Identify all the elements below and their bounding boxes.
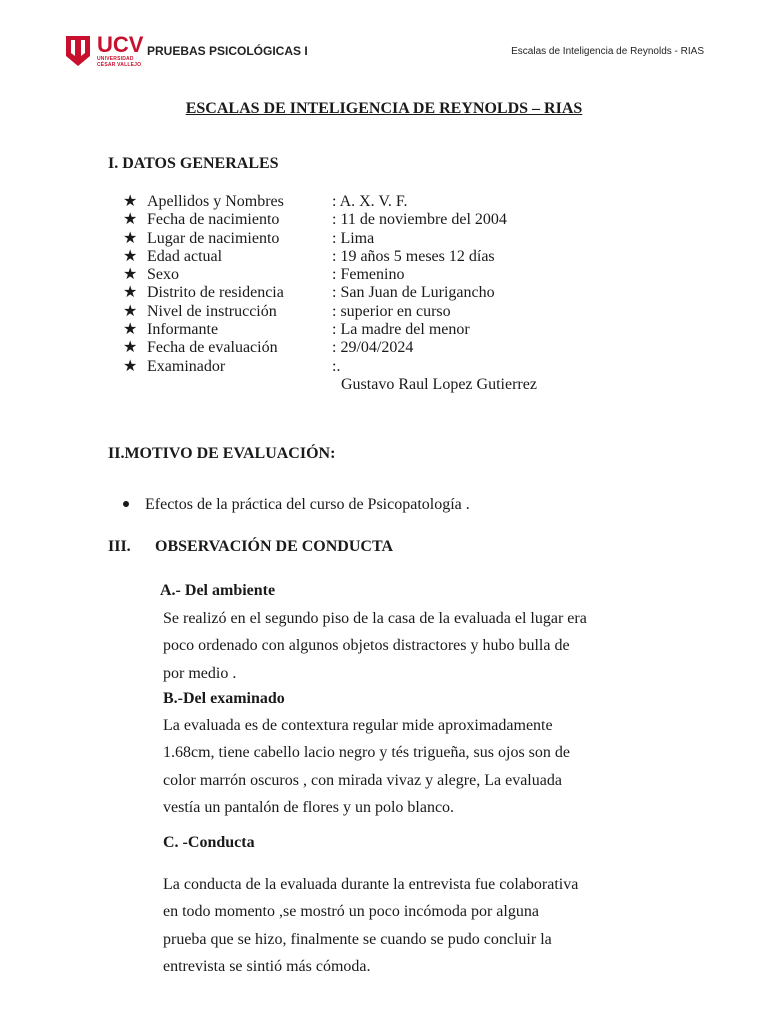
dato-label: Edad actual	[147, 247, 223, 265]
dato-value: : 19 años 5 meses 12 días	[332, 247, 495, 265]
document-title: ESCALAS DE INTELIGENCIA DE REYNOLDS – RIAS	[185, 100, 583, 117]
test-name: Escalas de Inteligencia de Reynolds - RIAS	[511, 46, 704, 57]
paragraph-line: La conducta de la evaluada durante la entrevista fue colaborativa	[163, 876, 579, 893]
dato-label: Examinador	[147, 357, 226, 375]
section-observacion-heading: OBSERVACIÓN DE CONDUCTA	[155, 538, 393, 555]
dato-value: : 11 de noviembre del 2004	[332, 211, 507, 229]
paragraph-line: en todo momento ,se mostró un poco incómoda por alguna	[163, 903, 539, 921]
subsection-conducta-title: C. -Conducta	[163, 834, 255, 851]
dato-value: : A. X. V. F.	[332, 193, 408, 210]
star-icon: ★	[123, 247, 138, 265]
dato-label: Distrito de residencia	[147, 284, 284, 302]
examinador-name: Gustavo Raul Lopez Gutierrez	[341, 375, 537, 393]
paragraph-line: entrevista se sintió más cómoda.	[163, 957, 371, 975]
section-motivo-heading: II.MOTIVO DE EVALUACIÓN:	[108, 445, 336, 462]
subsection-ambiente-title: A.- Del ambiente	[160, 582, 276, 599]
course-name: PRUEBAS PSICOLÓGICAS I	[147, 44, 308, 58]
section-observacion-heading-number: III.	[108, 538, 131, 555]
ucv-logo	[64, 34, 144, 70]
motivo-bullet-item	[123, 496, 470, 514]
dato-label: Informante	[147, 321, 219, 339]
ucv-shield-icon	[64, 34, 92, 68]
star-icon: ★	[123, 266, 138, 284]
star-icon: ★	[123, 302, 138, 320]
logo-subtitle-1: UNIVERSIDAD	[97, 56, 134, 62]
bullet-icon	[123, 501, 129, 507]
logo-brand: UCV	[97, 32, 144, 57]
star-icon: ★	[123, 229, 138, 247]
dato-label: Fecha de evaluación	[147, 339, 278, 357]
star-icon: ★	[123, 339, 138, 357]
section-datos-generales-heading: I. DATOS GENERALES	[108, 155, 279, 172]
logo-wordmark	[97, 34, 143, 68]
dato-value: : superior en curso	[332, 302, 451, 320]
dato-value: : Femenino	[332, 266, 405, 284]
motivo-text: Efectos de la práctica del curso de Psicopatología .	[145, 496, 470, 513]
paragraph-line: poco ordenado con algunos objetos distractores y hubo bulla de	[163, 637, 570, 655]
paragraph-line: color marrón oscuros , con mirada vivaz y alegre, La evaluada	[163, 771, 562, 789]
star-icon: ★	[123, 321, 138, 339]
subsection-examinado-title: B.-Del examinado	[163, 690, 285, 707]
dato-label: Lugar de nacimiento	[147, 229, 280, 247]
dato-value: : La madre del menor	[332, 321, 470, 339]
paragraph-conducta	[163, 871, 667, 980]
logo-subtitle-2: CÉSAR VALLEJO	[97, 62, 142, 68]
star-icon: ★	[123, 357, 138, 375]
star-icon: ★	[123, 193, 138, 210]
dato-label: Sexo	[147, 266, 179, 284]
dato-value: : 29/04/2024	[332, 339, 414, 357]
star-icon: ★	[123, 284, 138, 302]
dato-value: : San Juan de Lurigancho	[332, 284, 495, 302]
dato-label: Fecha de nacimiento	[147, 211, 280, 229]
paragraph-ambiente	[163, 605, 667, 687]
paragraph-examinado	[163, 712, 667, 821]
paragraph-line: prueba que se hizo, finalmente se cuando se pudo concluir la	[163, 930, 552, 948]
paragraph-line: La evaluada es de contextura regular mide aproximadamente	[163, 717, 553, 734]
star-icon: ★	[123, 211, 138, 229]
dato-value: :.	[332, 357, 341, 375]
paragraph-line: por medio .	[163, 664, 237, 682]
paragraph-line: Se realizó en el segundo piso de la casa de la evaluada el lugar era	[163, 610, 587, 627]
paragraph-line: vestía un pantalón de flores y un polo blanco.	[163, 798, 455, 816]
paragraph-line: 1.68cm, tiene cabello lacio negro y tés trigueña, sus ojos son de	[163, 744, 571, 762]
dato-label: Nivel de instrucción	[147, 302, 277, 320]
dato-label: Apellidos y Nombres	[147, 193, 284, 210]
dato-value: : Lima	[332, 229, 375, 247]
page-header	[0, 0, 768, 80]
